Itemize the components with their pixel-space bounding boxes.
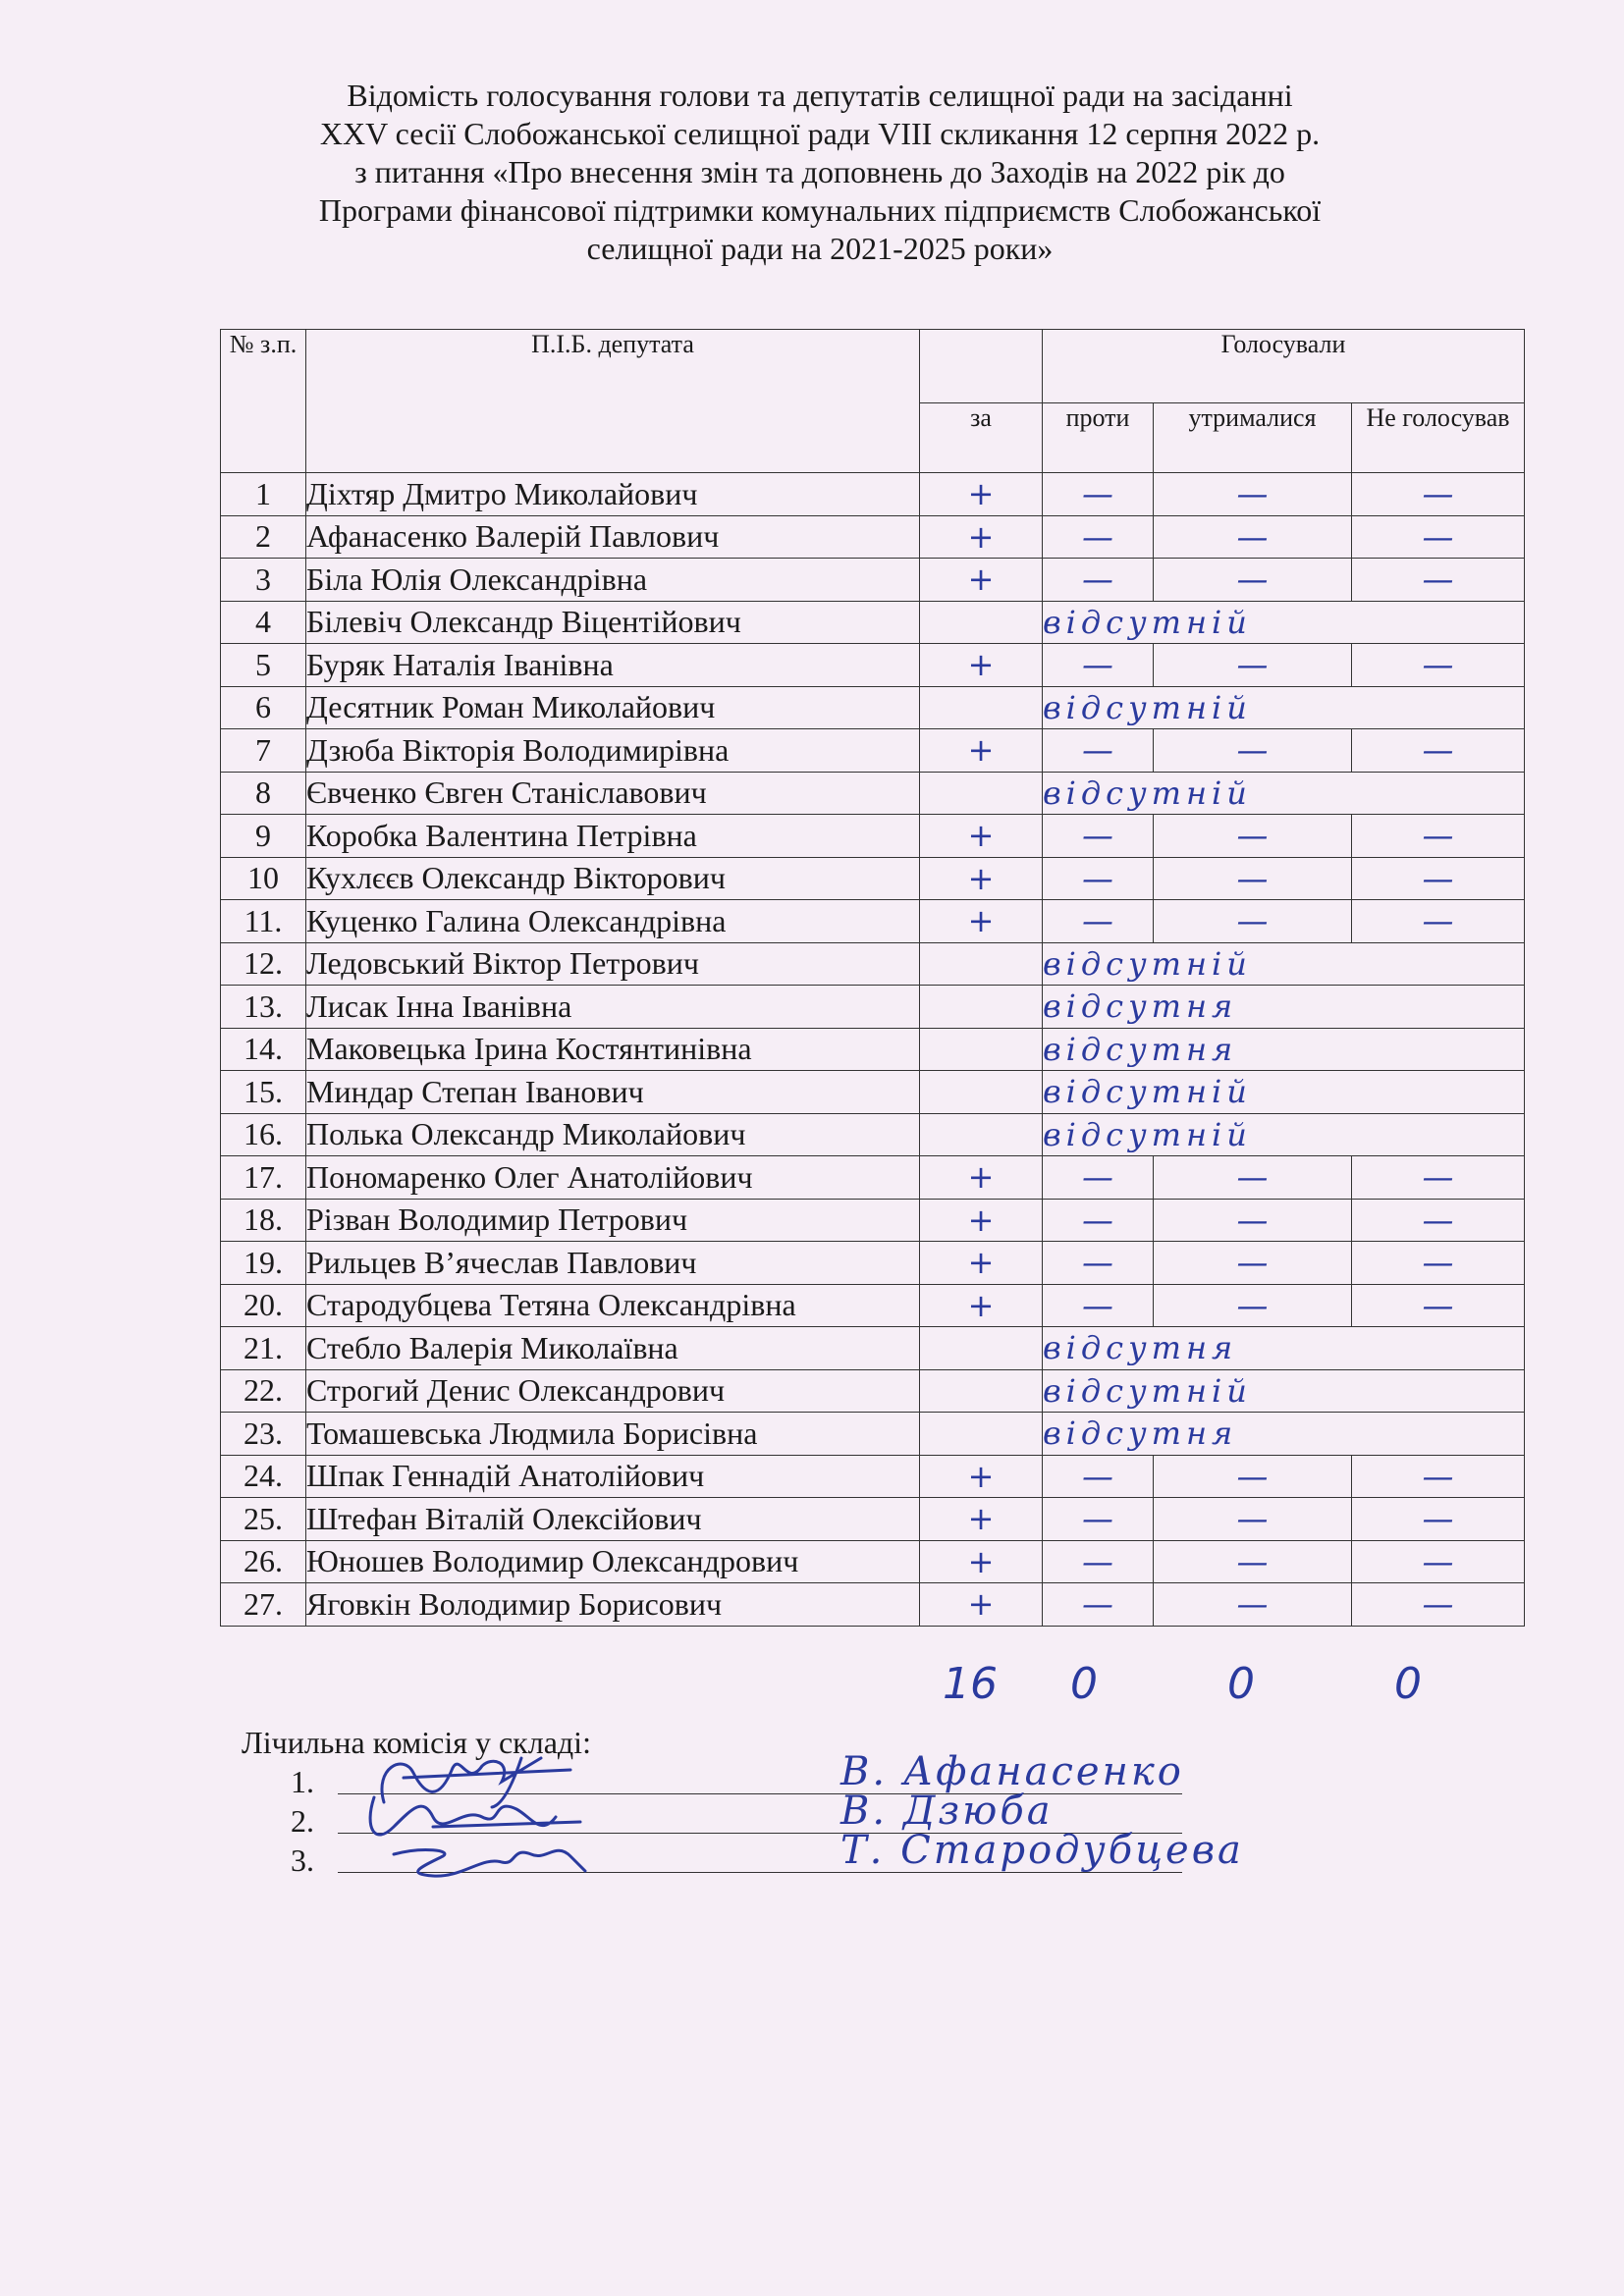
row-number: 9 (221, 815, 306, 858)
vote-for (920, 1028, 1043, 1071)
deputy-name: Строгий Денис Олександрович (306, 1369, 920, 1413)
table-row (221, 1540, 1525, 1583)
vote-abstained: — (1154, 900, 1352, 943)
deputy-name: Лисак Інна Іванівна (306, 986, 920, 1029)
table-row (221, 686, 1525, 729)
vote-for: + (920, 857, 1043, 900)
vote-not-voted: — (1352, 1199, 1525, 1242)
vote-against: — (1043, 1540, 1154, 1583)
absent-mark: відсутній (1043, 1369, 1525, 1413)
row-number: 6 (221, 686, 306, 729)
absent-mark: відсутня (1043, 986, 1525, 1029)
absent-mark: відсутній (1043, 601, 1525, 644)
table-row (221, 772, 1525, 815)
deputy-name: Томашевська Людмила Борисівна (306, 1413, 920, 1456)
row-number: 22. (221, 1369, 306, 1413)
row-number: 23. (221, 1413, 306, 1456)
deputy-name: Куценко Галина Олександрівна (306, 900, 920, 943)
table-row (221, 1242, 1525, 1285)
commission-title: Лічильна комісія у складі: (242, 1725, 591, 1760)
vote-against: — (1043, 1199, 1154, 1242)
title-line-5: селищної ради на 2021-2025 роки» (586, 231, 1054, 266)
row-number: 1 (221, 473, 306, 516)
vote-abstained: — (1154, 729, 1352, 773)
deputy-name: Стебло Валерія Миколаївна (306, 1327, 920, 1370)
deputy-name: Миндар Степан Іванович (306, 1071, 920, 1114)
deputy-name: Кухлєєв Олександр Вікторович (306, 857, 920, 900)
title-line-3: з питання «Про внесення змін та доповнень до Заходів на 2022 рік до (354, 154, 1285, 189)
row-number: 8 (221, 772, 306, 815)
vote-not-voted: — (1352, 815, 1525, 858)
vote-not-voted: — (1352, 1583, 1525, 1627)
vote-against: — (1043, 1455, 1154, 1498)
table-row (221, 815, 1525, 858)
vote-for (920, 772, 1043, 815)
header-against: проти (1043, 403, 1154, 473)
header-name: П.І.Б. депутата (306, 330, 920, 473)
table-row (221, 942, 1525, 986)
deputy-name: Маковецька Ірина Костянтинівна (306, 1028, 920, 1071)
row-number: 21. (221, 1327, 306, 1370)
header-not-voted: Не голосував (1352, 403, 1525, 473)
deputy-name: Стародубцева Тетяна Олександрівна (306, 1284, 920, 1327)
title-line-2: XXV сесії Слобожанської селищної ради VIII скликання 12 серпня 2022 р. (319, 116, 1321, 151)
total-abstained: 0 (1227, 1659, 1255, 1709)
vote-for: + (920, 559, 1043, 602)
vote-abstained: — (1154, 1498, 1352, 1541)
vote-abstained: — (1154, 1540, 1352, 1583)
vote-for (920, 1327, 1043, 1370)
member-number: 3. (291, 1842, 314, 1878)
vote-abstained: — (1154, 815, 1352, 858)
row-number: 14. (221, 1028, 306, 1071)
vote-for (920, 942, 1043, 986)
member-number: 1. (291, 1764, 314, 1799)
vote-for (920, 1369, 1043, 1413)
deputy-name: Діхтяр Дмитро Миколайович (306, 473, 920, 516)
row-number: 10 (221, 857, 306, 900)
header-voted: Голосували (1043, 330, 1525, 403)
row-number: 25. (221, 1498, 306, 1541)
table-row (221, 986, 1525, 1029)
vote-for: + (920, 1455, 1043, 1498)
absent-mark: відсутня (1043, 1028, 1525, 1071)
vote-abstained: — (1154, 1455, 1352, 1498)
member-number: 2. (291, 1803, 314, 1839)
vote-against: — (1043, 1156, 1154, 1200)
vote-for: + (920, 515, 1043, 559)
vote-not-voted: — (1352, 900, 1525, 943)
header-for: за (920, 403, 1043, 473)
absent-mark: відсутній (1043, 1113, 1525, 1156)
vote-for: + (920, 1498, 1043, 1541)
vote-abstained: — (1154, 515, 1352, 559)
deputy-name: Білевіч Олександр Віцентійович (306, 601, 920, 644)
vote-against: — (1043, 515, 1154, 559)
table-row (221, 1071, 1525, 1114)
vote-abstained: — (1154, 1284, 1352, 1327)
member-handwritten-name: Т. Стародубцева (840, 1828, 1244, 1873)
row-number: 4 (221, 601, 306, 644)
title-line-4: Програми фінансової підтримки комунальних підприємств Слобожанської (318, 192, 1322, 228)
deputy-name: Яговкін Володимир Борисович (306, 1583, 920, 1627)
header-blank (920, 330, 1043, 403)
vote-for: + (920, 900, 1043, 943)
voting-table (220, 329, 1525, 1627)
vote-totals (0, 1659, 1624, 1718)
deputy-name: Штефан Віталій Олексійович (306, 1498, 920, 1541)
vote-against: — (1043, 1284, 1154, 1327)
deputy-name: Коробка Валентина Петрівна (306, 815, 920, 858)
deputy-name: Рильцев В’ячеслав Павлович (306, 1242, 920, 1285)
vote-against: — (1043, 729, 1154, 773)
vote-for: + (920, 1284, 1043, 1327)
vote-for (920, 686, 1043, 729)
vote-not-voted: — (1352, 1455, 1525, 1498)
table-row (221, 1113, 1525, 1156)
vote-not-voted: — (1352, 515, 1525, 559)
row-number: 2 (221, 515, 306, 559)
vote-abstained: — (1154, 1583, 1352, 1627)
absent-mark: відсутня (1043, 1327, 1525, 1370)
vote-not-voted: — (1352, 1284, 1525, 1327)
title-line-1: Відомість голосування голови та депутатів селищної ради на засіданні (347, 78, 1293, 113)
vote-not-voted: — (1352, 1540, 1525, 1583)
vote-against: — (1043, 900, 1154, 943)
table-row (221, 1369, 1525, 1413)
table-row (221, 1455, 1525, 1498)
vote-abstained: — (1154, 473, 1352, 516)
table-row (221, 515, 1525, 559)
total-against: 0 (1070, 1659, 1098, 1709)
vote-for: + (920, 644, 1043, 687)
vote-not-voted: — (1352, 559, 1525, 602)
total-for: 16 (943, 1659, 998, 1709)
row-number: 13. (221, 986, 306, 1029)
vote-against: — (1043, 1498, 1154, 1541)
table-row (221, 601, 1525, 644)
table-row (221, 900, 1525, 943)
vote-for (920, 1113, 1043, 1156)
vote-abstained: — (1154, 1242, 1352, 1285)
table-row (221, 1327, 1525, 1370)
vote-against: — (1043, 1242, 1154, 1285)
row-number: 15. (221, 1071, 306, 1114)
vote-against: — (1043, 559, 1154, 602)
row-number: 12. (221, 942, 306, 986)
vote-for (920, 1071, 1043, 1114)
vote-not-voted: — (1352, 473, 1525, 516)
deputy-name: Буряк Наталія Іванівна (306, 644, 920, 687)
vote-abstained: — (1154, 1156, 1352, 1200)
row-number: 27. (221, 1583, 306, 1627)
header-abstained: утрималися (1154, 403, 1352, 473)
deputy-name: Юношев Володимир Олександрович (306, 1540, 920, 1583)
deputy-name: Біла Юлія Олександрівна (306, 559, 920, 602)
header-number: № з.п. (221, 330, 306, 473)
deputy-name: Ледовський Віктор Петрович (306, 942, 920, 986)
vote-abstained: — (1154, 857, 1352, 900)
vote-not-voted: — (1352, 644, 1525, 687)
absent-mark: відсутній (1043, 1071, 1525, 1114)
vote-against: — (1043, 815, 1154, 858)
deputy-name: Шпак Геннадій Анатолійович (306, 1455, 920, 1498)
vote-for: + (920, 729, 1043, 773)
table-row (221, 1199, 1525, 1242)
deputy-name: Десятник Роман Миколайович (306, 686, 920, 729)
vote-abstained: — (1154, 644, 1352, 687)
row-number: 20. (221, 1284, 306, 1327)
deputy-name: Різван Володимир Петрович (306, 1199, 920, 1242)
vote-for: + (920, 1540, 1043, 1583)
vote-abstained: — (1154, 559, 1352, 602)
table-row (221, 1583, 1525, 1627)
vote-for: + (920, 1199, 1043, 1242)
voting-table-body (221, 473, 1525, 1627)
row-number: 18. (221, 1199, 306, 1242)
table-row (221, 644, 1525, 687)
vote-against: — (1043, 857, 1154, 900)
row-number: 7 (221, 729, 306, 773)
table-row (221, 1156, 1525, 1200)
deputy-name: Афанасенко Валерій Павлович (306, 515, 920, 559)
absent-mark: відсутній (1043, 942, 1525, 986)
row-number: 26. (221, 1540, 306, 1583)
absent-mark: відсутня (1043, 1413, 1525, 1456)
member-handwritten-name: В. Афанасенко (840, 1749, 1184, 1794)
row-number: 3 (221, 559, 306, 602)
signature-scribble (345, 1827, 639, 1888)
table-row (221, 1498, 1525, 1541)
vote-for (920, 601, 1043, 644)
row-number: 16. (221, 1113, 306, 1156)
deputy-name: Дзюба Вікторія Володимирівна (306, 729, 920, 773)
vote-not-voted: — (1352, 1498, 1525, 1541)
table-row (221, 1284, 1525, 1327)
vote-not-voted: — (1352, 729, 1525, 773)
table-row (221, 729, 1525, 773)
table-row (221, 559, 1525, 602)
vote-against: — (1043, 644, 1154, 687)
document-title (196, 77, 1443, 268)
vote-for: + (920, 473, 1043, 516)
row-number: 5 (221, 644, 306, 687)
table-row (221, 857, 1525, 900)
vote-for: + (920, 1156, 1043, 1200)
deputy-name: Пономаренко Олег Анатолійович (306, 1156, 920, 1200)
member-handwritten-name: В. Дзюба (840, 1789, 1054, 1834)
table-row (221, 473, 1525, 516)
vote-against: — (1043, 1583, 1154, 1627)
table-row (221, 1413, 1525, 1456)
vote-abstained: — (1154, 1199, 1352, 1242)
commission-member (291, 1828, 1322, 1880)
row-number: 24. (221, 1455, 306, 1498)
vote-not-voted: — (1352, 1156, 1525, 1200)
absent-mark: відсутній (1043, 772, 1525, 815)
deputy-name: Полька Олександр Миколайович (306, 1113, 920, 1156)
table-row (221, 1028, 1525, 1071)
total-not-voted: 0 (1394, 1659, 1422, 1709)
vote-for (920, 986, 1043, 1029)
vote-for: + (920, 1242, 1043, 1285)
vote-not-voted: — (1352, 857, 1525, 900)
vote-for (920, 1413, 1043, 1456)
row-number: 11. (221, 900, 306, 943)
vote-for: + (920, 1583, 1043, 1627)
vote-against: — (1043, 473, 1154, 516)
row-number: 19. (221, 1242, 306, 1285)
deputy-name: Євченко Євген Станіславович (306, 772, 920, 815)
absent-mark: відсутній (1043, 686, 1525, 729)
vote-for: + (920, 815, 1043, 858)
row-number: 17. (221, 1156, 306, 1200)
counting-commission (242, 1723, 1322, 1880)
vote-not-voted: — (1352, 1242, 1525, 1285)
